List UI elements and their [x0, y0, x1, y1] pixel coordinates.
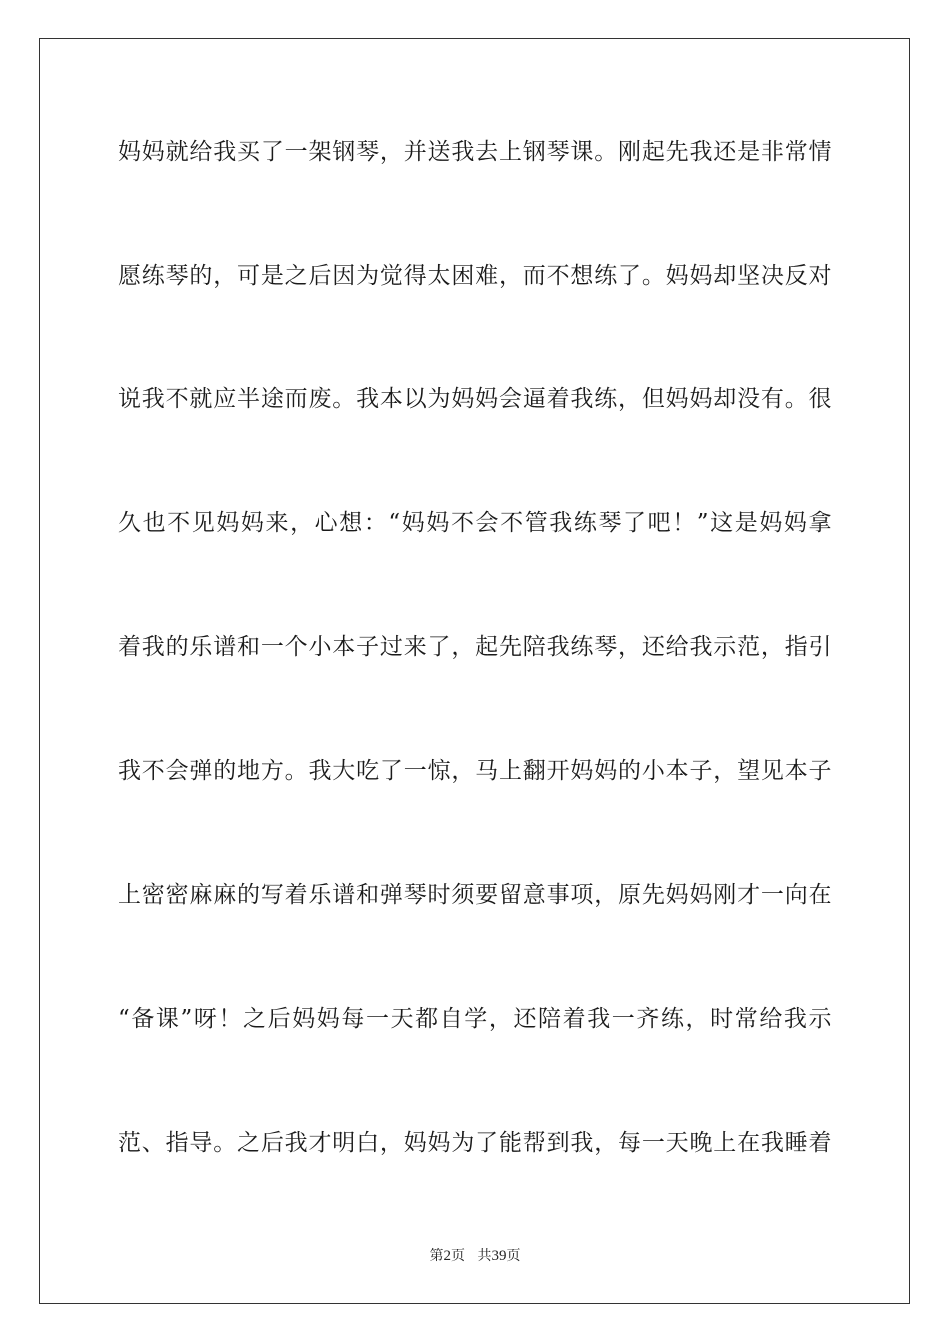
- page-border: [39, 38, 910, 1304]
- text-line: 说我不就应半途而废。我本以为妈妈会逼着我练，但妈妈却没有。很: [118, 386, 832, 412]
- page-total-number: 39: [491, 1248, 507, 1264]
- text-line: 我不会弹的地方。我大吃了一惊，马上翻开妈妈的小本子，望见本子: [118, 758, 832, 784]
- text-line: 范、指导。之后我才明白，妈妈为了能帮到我，每一天晚上在我睡着: [118, 1130, 832, 1156]
- text-line: “备课”呀！之后妈妈每一天都自学，还陪着我一齐练，时常给我示: [118, 1006, 832, 1032]
- total-label-suffix: 页: [506, 1248, 521, 1264]
- total-label-prefix: 共: [477, 1248, 492, 1264]
- page-label-suffix: 页: [451, 1248, 466, 1264]
- text-line: 上密密麻麻的写着乐谱和弹琴时须要留意事项，原先妈妈刚才一向在: [118, 882, 832, 908]
- text-line: 久也不见妈妈来，心想：“妈妈不会不管我练琴了吧！”这是妈妈拿: [118, 510, 832, 536]
- page-current: 2: [443, 1248, 452, 1264]
- text-line: 妈妈就给我买了一架钢琴，并送我去上钢琴课。刚起先我还是非常情: [118, 139, 832, 165]
- text-line: 着我的乐谱和一个小本子过来了，起先陪我练琴，还给我示范，指引: [118, 634, 832, 660]
- text-line: 愿练琴的，可是之后因为觉得太困难，而不想练了。妈妈却坚决反对: [118, 263, 832, 289]
- page-total: [477, 1248, 520, 1264]
- page-label-prefix: 第: [429, 1248, 444, 1264]
- page-number: [430, 1248, 466, 1264]
- page-footer: [0, 1246, 950, 1266]
